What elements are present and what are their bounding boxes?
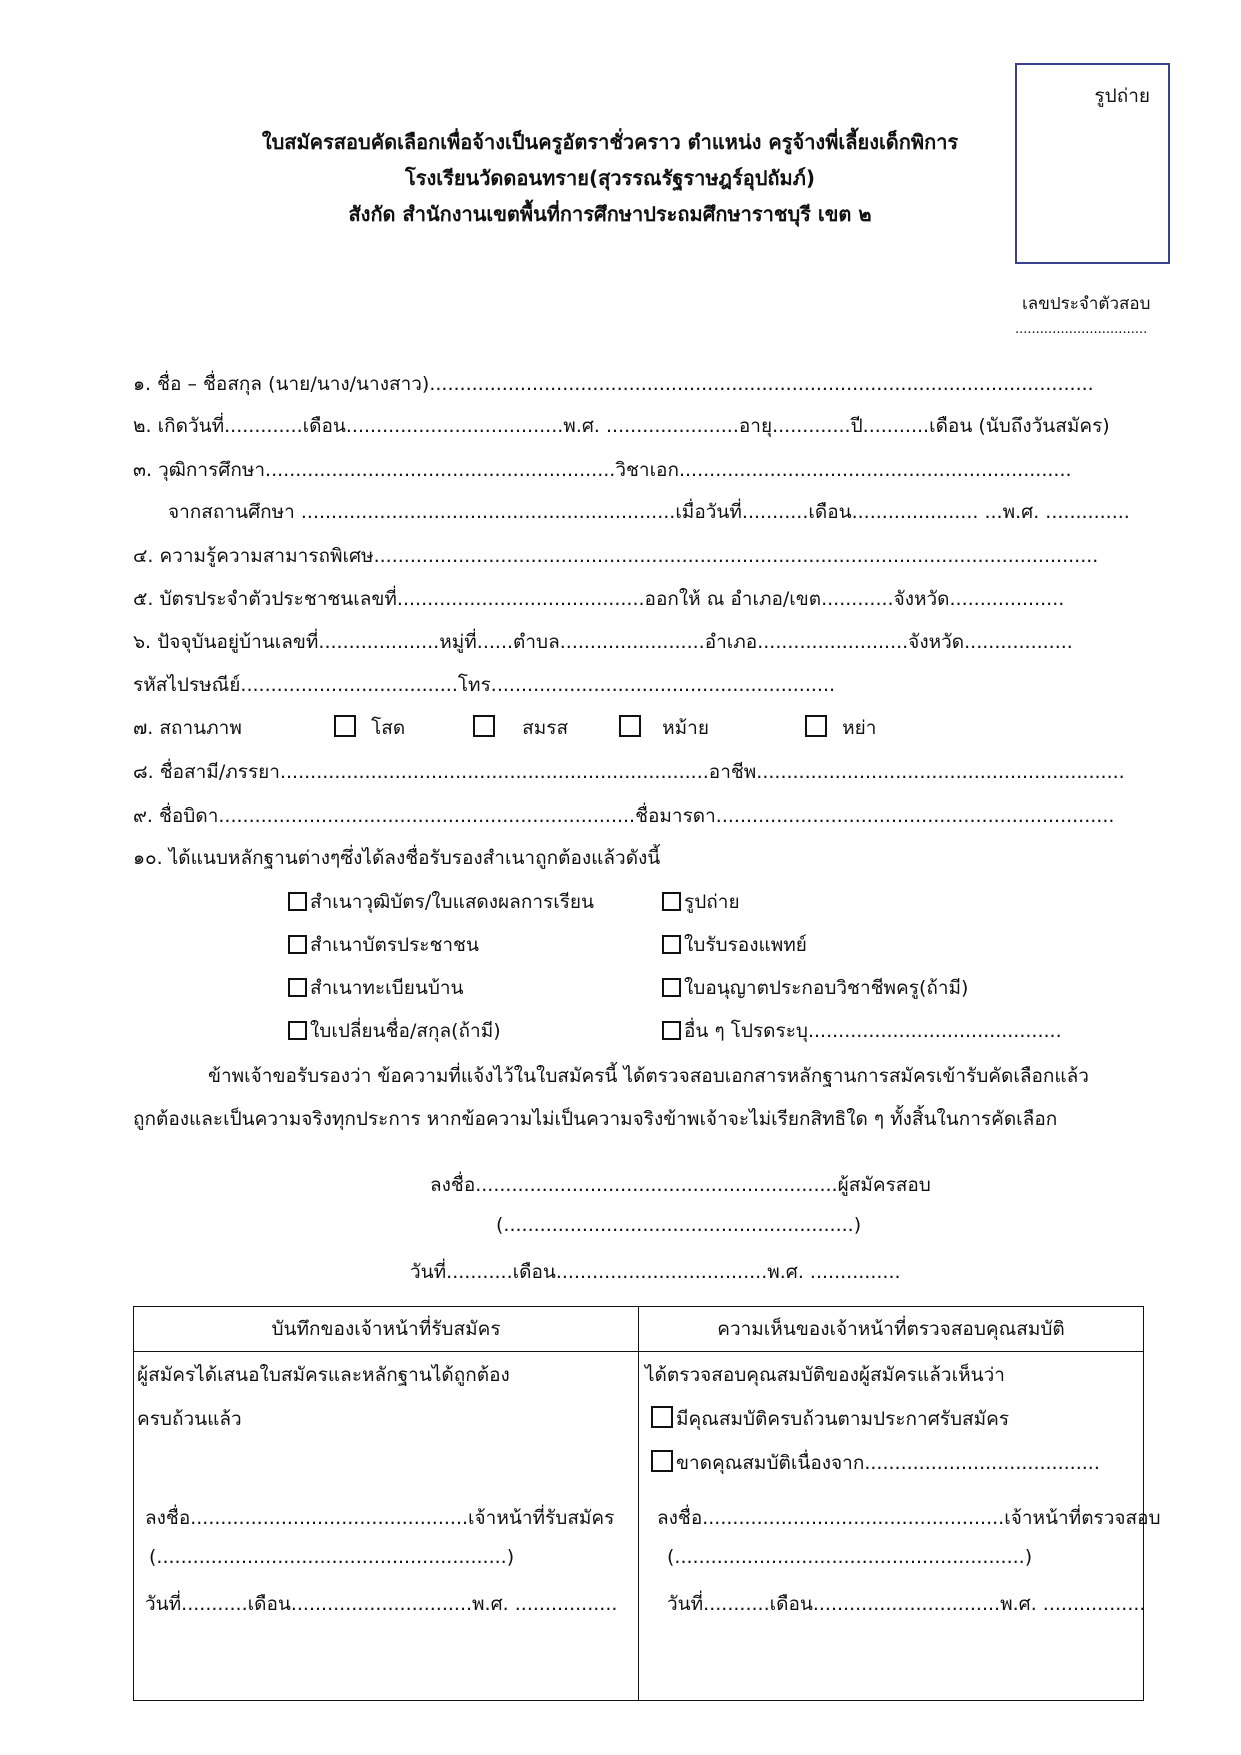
receiving-officer-header: บันทึกของเจ้าหน้าที่รับสมัคร: [134, 1307, 639, 1352]
option-label: มีคุณสมบัติครบถ้วนตามประกาศรับสมัคร: [676, 1408, 1010, 1430]
option-label: โสด: [371, 717, 406, 739]
attachment-item[interactable]: [662, 887, 740, 917]
checkbox[interactable]: [473, 715, 495, 737]
option-label: ขาดคุณสมบัติเนื่องจาก.......................................: [676, 1452, 1100, 1474]
checkbox[interactable]: [651, 1406, 673, 1428]
checkbox[interactable]: [288, 935, 307, 954]
attachment-label: อื่น ๆ โปรดระบุ..........................................: [684, 1020, 1062, 1042]
option-label: สมรส: [522, 717, 569, 739]
declaration-line-2: ถูกต้องและเป็นความจริงทุกประการ หากข้อความไม่เป็นความจริงข้าพเจ้าจะไม่เรียกสิทธิใด ๆ ทั้งสิ้นในการคัดเลือก: [133, 1108, 1058, 1130]
verifying-officer-date[interactable]: วันที่...........เดือน...............................พ.ศ. .................: [667, 1593, 1146, 1615]
checkbox[interactable]: [662, 978, 681, 997]
applicant-printed-name[interactable]: (..........................................................): [496, 1214, 862, 1236]
checkbox[interactable]: [619, 715, 641, 737]
checkbox[interactable]: [288, 1021, 307, 1040]
checkbox[interactable]: [662, 892, 681, 911]
field-birthdate[interactable]: ๒. เกิดวันที่.............เดือน....................................พ.ศ. ......................อายุ.............ปี...........เดือน (นับถึงวันสมัคร): [133, 415, 1110, 437]
attachment-label: สำเนาทะเบียนบ้าน: [310, 977, 464, 999]
attachment-item[interactable]: [288, 930, 479, 960]
field-parents[interactable]: ๙. ชื่อบิดา.....................................................................ชื่อมารดา..................................................................: [133, 805, 1115, 827]
verifying-note: ได้ตรวจสอบคุณสมบัติของผู้สมัครแล้วเห็นว่า: [645, 1364, 1005, 1386]
marital-status-label: ๗. สถานภาพ: [133, 717, 242, 739]
checkbox[interactable]: [288, 978, 307, 997]
receiving-note-2: ครบถ้วนแล้ว: [137, 1408, 242, 1430]
marital-option-married[interactable]: [473, 713, 568, 743]
field-education[interactable]: ๓. วุฒิการศึกษา..........................................................วิชาเอก.................................................................: [133, 459, 1072, 481]
attachment-label: ใบอนุญาตประกอบวิชาชีพครู(ถ้ามี): [684, 977, 969, 999]
attachment-label: สำเนาบัตรประชาชน: [310, 934, 479, 956]
receiving-officer-name[interactable]: (..........................................................): [149, 1546, 515, 1568]
field-postal-phone[interactable]: รหัสไปรษณีย์....................................โทร.........................................................: [133, 674, 836, 696]
field-id-card[interactable]: ๕. บัตรประจำตัวประชาชนเลขที่.........................................ออกให้ ณ อำเภอ/เขต............จังหวัด...................: [133, 588, 1065, 610]
checkbox[interactable]: [651, 1450, 673, 1472]
attachment-label: สำเนาวุฒิบัตร/ใบแสดงผลการเรียน: [310, 891, 595, 913]
receiving-officer-signature[interactable]: ลงชื่อ..............................................เจ้าหน้าที่รับสมัคร: [145, 1507, 615, 1529]
checkbox[interactable]: [662, 1021, 681, 1040]
marital-option-widowed[interactable]: [619, 713, 709, 743]
photo-label: รูปถ่าย: [1094, 85, 1150, 107]
field-spouse[interactable]: ๘. ชื่อสามี/ภรรยา.......................................................................อาชีพ.............................................................: [133, 761, 1125, 783]
declaration-line-1: ข้าพเจ้าขอรับรองว่า ข้อความที่แจ้งไว้ในใบสมัครนี้ ได้ตรวจสอบเอกสารหลักฐานการสมัครเข้ารับคัดเลือกแล้ว: [208, 1065, 1089, 1087]
field-special-skills[interactable]: ๔. ความรู้ความสามารถพิเศษ........................................................................................................................: [133, 545, 1099, 567]
option-label: หย่า: [842, 717, 877, 739]
form-title: ใบสมัครสอบคัดเลือกเพื่อจ้างเป็นครูอัตราชั่วคราว ตำแหน่ง ครูจ้างพี่เลี้ยงเด็กพิการ: [261, 130, 959, 154]
attachment-item[interactable]: [662, 930, 807, 960]
attachment-label: ใบเปลี่ยนชื่อ/สกุล(ถ้ามี): [310, 1020, 501, 1042]
field-address[interactable]: ๖. ปัจจุบันอยู่บ้านเลขที่....................หมู่ที่......ตำบล........................อำเภอ.........................จังหวัด..................: [133, 631, 1073, 653]
attachment-item[interactable]: [288, 887, 594, 917]
attachment-item[interactable]: [288, 973, 464, 1003]
verifying-officer-name[interactable]: (..........................................................): [667, 1546, 1033, 1568]
school-name: โรงเรียนวัดดอนทราย(สุวรรณรัฐราษฎร์อุปถัมภ์): [404, 166, 816, 190]
verifying-officer-header: ความเห็นของเจ้าหน้าที่ตรวจสอบคุณสมบัติ: [639, 1307, 1144, 1352]
field-institution[interactable]: จากสถานศึกษา ..............................................................เมื่อวันที่...........เดือน..................... ...พ.ศ. ..............: [168, 501, 1130, 523]
option-label: หม้าย: [662, 717, 709, 739]
checkbox[interactable]: [662, 935, 681, 954]
field-name[interactable]: ๑. ชื่อ – ชื่อสกุล (นาย/นาง/นางสาว)..............................................................................................................: [133, 373, 1094, 395]
attachment-item[interactable]: [662, 1016, 1062, 1046]
attachments-heading: ๑๐. ได้แนบหลักฐานต่างๆซึ่งได้ลงชื่อรับรองสำเนาถูกต้องแล้วดังนี้: [133, 847, 661, 869]
exam-id-label: เลขประจำตัวสอบ: [1022, 294, 1151, 314]
applicant-signature[interactable]: ลงชื่อ............................................................ผู้สมัครสอบ: [430, 1174, 931, 1196]
unqualified-option[interactable]: [651, 1448, 1100, 1478]
verifying-officer-cell: [639, 1352, 1161, 1701]
attachment-label: ใบรับรองแพทย์: [684, 934, 807, 956]
verifying-officer-signature[interactable]: ลงชื่อ..................................................เจ้าหน้าที่ตรวจสอบ: [657, 1507, 1161, 1529]
marital-option-single[interactable]: [334, 713, 405, 743]
checkbox[interactable]: [334, 715, 356, 737]
affiliation: สังกัด สำนักงานเขตพื้นที่การศึกษาประถมศึกษาราชบุรี เขต ๒: [348, 202, 872, 226]
qualified-option[interactable]: [651, 1404, 1009, 1434]
checkbox[interactable]: [288, 892, 307, 911]
attachment-item[interactable]: [662, 973, 968, 1003]
attachment-label: รูปถ่าย: [684, 891, 740, 913]
applicant-sign-date[interactable]: วันที่...........เดือน...................................พ.ศ. ...............: [410, 1261, 901, 1283]
receiving-note-1: ผู้สมัครได้เสนอใบสมัครและหลักฐานได้ถูกต้อง: [137, 1364, 510, 1386]
receiving-officer-cell: [134, 1352, 639, 1701]
receiving-officer-date[interactable]: วันที่...........เดือน..............................พ.ศ. .................: [145, 1593, 618, 1615]
exam-id-blank[interactable]: ................................: [1015, 322, 1148, 337]
attachment-item[interactable]: [288, 1016, 501, 1046]
record-table: [133, 1306, 1161, 1701]
marital-option-divorced[interactable]: [805, 713, 876, 743]
checkbox[interactable]: [805, 715, 827, 737]
